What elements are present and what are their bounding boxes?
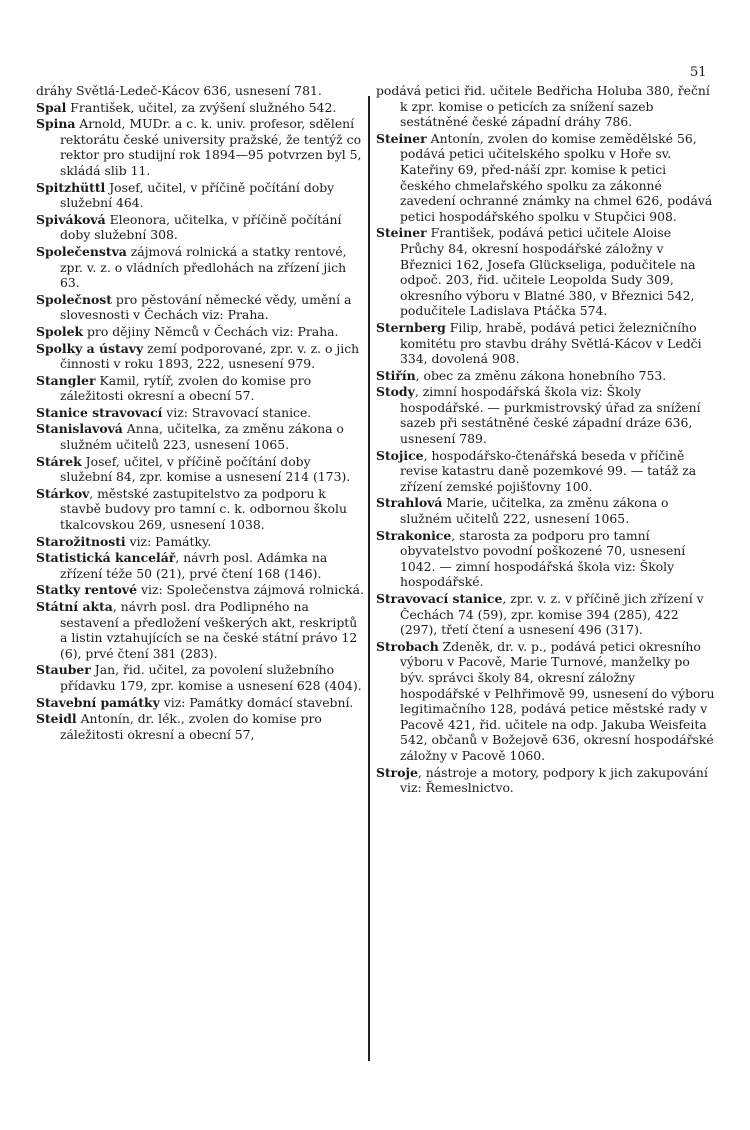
- index-entry: [36, 662, 366, 693]
- entry-heading: Sternberg: [376, 319, 446, 335]
- entry-text: Antonín, zvolen do komise zemědělské 56, podává petici učitelského spolku v Hoře sv. Kateřiny 69, před-náší zpr. komise k petici českého chmelařského spolku za zákonné zavedení ochranné známky na chmel 626, podává petici hospodářského spolku v Stupčici 908.: [400, 130, 713, 224]
- entry-heading: Společnost: [36, 291, 112, 307]
- entry-heading: Stanislavová: [36, 421, 123, 437]
- entry-heading: Státní akta: [36, 599, 113, 614]
- index-entry: [36, 324, 366, 340]
- entry-text: Antonín, dr. lék., zvolen do komise pro záležitosti okresní a obecní 57,: [60, 711, 322, 742]
- index-entry: [36, 711, 366, 742]
- index-entry: [376, 384, 716, 446]
- entry-heading: Spolky a ústavy: [36, 340, 144, 356]
- index-entry: [36, 421, 366, 452]
- index-entry: [36, 116, 366, 178]
- index-entry: [36, 341, 366, 372]
- entry-text: , obec za změnu zákona honebního 753.: [415, 367, 667, 383]
- entry-text: , návrh posl. Adámka na zřízení téže 50 (21), prvé čtení 168 (146).: [60, 550, 328, 581]
- entry-text: zájmová rolnická a statky rentové, zpr. v. z. o vládních předlohách na zřízení jich 63.: [60, 243, 347, 291]
- entry-heading: Statky rentové: [36, 582, 138, 598]
- entry-text: Zdeněk, dr. v. p., podává petici okresního výboru v Pacově, Marie Turnové, manželky po býv. správci školy 84, okresní záložny hospodářské v Pelhřimově 99, usnesení do výboru legitimačního 128, podává petice městské rady v Pacově 421, řid. učitele na odp. Jakuba Weisfeita 542, občanů v Božejově 636, okresní hospodářské záložny v Pacově 1060.: [400, 638, 715, 763]
- index-entry: [36, 180, 366, 211]
- entry-text: , zpr. v. z. v příčině jich zřízení v Čechách 74 (59), zpr. komise 394 (285), 422 (297), třetí čtení a usnesení 496 (317).: [400, 591, 704, 638]
- entry-text: František, učitel, za zvýšení služného 542.: [66, 99, 337, 115]
- entry-text: Josef, učitel, v příčině počítání doby služební 84, zpr. komise a usnesení 214 (173).: [60, 453, 351, 485]
- entry-heading: Stody: [376, 384, 415, 400]
- entry-text: viz: Památky.: [125, 533, 212, 549]
- index-entry: [36, 599, 366, 661]
- index-entry: [376, 765, 716, 796]
- entry-heading: Steidl: [36, 711, 77, 727]
- index-entry: [36, 292, 366, 323]
- left-column: [36, 83, 366, 743]
- index-entry: [376, 368, 716, 384]
- entry-heading: Stiřín: [376, 367, 416, 383]
- entry-heading: Spolek: [36, 323, 84, 339]
- entry-text: Kamil, rytíř, zvolen do komise pro záležitosti okresní a obecní 57.: [60, 372, 312, 404]
- entry-heading: Statistická kancelář: [36, 550, 176, 566]
- entry-text: , městské zastupitelstvo za podporu k stavbě budovy pro tamní c. k. odbornou školu tkalcovskou 269, usnesení 1038.: [60, 485, 347, 533]
- index-entry: [36, 454, 366, 485]
- index-entry: [36, 373, 366, 404]
- index-entry: [376, 528, 716, 590]
- entry-text: Anna, učitelka, za změnu zákona o služném učitelů 223, usnesení 1065.: [60, 421, 344, 453]
- index-entry: [36, 83, 366, 99]
- entry-text: podává petici řid. učitele Bedřicha Holuba 380, řeční k zpr. komise o peticích za snížení sazeb sestátněné české západní dráhy 786.: [376, 83, 710, 130]
- index-entry: [36, 582, 366, 598]
- index-entry: [376, 83, 716, 130]
- entry-heading: Strakonice: [376, 527, 452, 543]
- index-entry: [36, 244, 366, 291]
- entry-text: František, podává petici učitele Aloise Průchy 84, okresní hospodářské záložny v Březnici 162, Josefa Glückseliga, podučitele na odpoč. 203, řid. učitele Leopolda Sudy 309, okresního výboru v Blatné 380, v Březnici 542, podučitele Ladislava Ptáčka 574.: [400, 225, 696, 319]
- entry-heading: Spal: [36, 99, 67, 115]
- entry-heading: Stravovací stanice: [376, 591, 503, 606]
- entry-heading: Strobach: [376, 638, 439, 654]
- index-entry: [376, 131, 716, 225]
- index-entry: [36, 550, 366, 581]
- right-column: [376, 83, 716, 797]
- index-entry: [376, 639, 716, 764]
- entry-heading: Steiner: [376, 130, 427, 146]
- entry-heading: Stárek: [36, 453, 82, 469]
- entry-heading: Stangler: [36, 372, 96, 388]
- entry-text: viz: Stravovací stanice.: [162, 404, 312, 420]
- entry-text: Filip, hrabě, podává petici železničního komitétu pro stavbu dráhy Světlá-Kácov v Ledči 334, dovolená 908.: [400, 319, 702, 367]
- index-entry: [376, 495, 716, 526]
- entry-text: Eleonora, učitelka, v příčině počítání doby služební 308.: [60, 211, 342, 243]
- entry-text: , zimní hospodářská škola viz: Školy hospodářské. — purkmistrovský úřad za snížení sazeb při sestátněné české západní dráze 636, usnesení 789.: [400, 384, 701, 447]
- entry-heading: Strahlová: [376, 495, 443, 511]
- entry-heading: Stauber: [36, 662, 91, 678]
- entry-heading: Starožitnosti: [36, 533, 126, 549]
- entry-text: zemí podporované, zpr. v. z. o jich činnosti v roku 1893, 222, usnesení 979.: [60, 340, 360, 372]
- entry-heading: Steiner: [376, 225, 427, 241]
- index-entry: [36, 534, 366, 550]
- entry-text: , nástroje a motory, podpory k jich zakupování viz: Řemeslnictvo.: [400, 764, 708, 796]
- entry-heading: Stavební památky: [36, 694, 160, 710]
- index-entry: [36, 100, 366, 116]
- entry-text: , návrh posl. dra Podlipného na sestavení a předložení veškerých akt, reskriptů a listin vztahujících se na české státní právo 12 (6), prvé čtení 381 (283).: [60, 599, 358, 661]
- entry-text: Marie, učitelka, za změnu zákona o služném učitelů 222, usnesení 1065.: [400, 495, 669, 527]
- index-entry: [376, 320, 716, 367]
- entry-text: , hospodářsko-čtenářská beseda v příčině revise katastru daně pozemkové 99. — tatáž za zřízení zemské pojišťovny 100.: [400, 447, 697, 494]
- index-entry: [36, 405, 366, 421]
- index-entry: [376, 591, 716, 638]
- column-divider: [368, 96, 370, 1061]
- index-entry: [36, 486, 366, 533]
- entry-heading: Spitzhüttl: [36, 179, 106, 195]
- index-entry: [36, 695, 366, 711]
- entry-heading: Stojice: [376, 447, 424, 463]
- entry-text: pro pěstování německé vědy, umění a slovesnosti v Čechách viz: Praha.: [60, 291, 352, 323]
- entry-text: , starosta za podporu pro tamní obyvatelstvo povodní poškozené 70, usnesení 1042. — zimní hospodářská škola viz: Školy hospodářské.: [400, 527, 686, 590]
- entry-heading: Společenstva: [36, 243, 127, 259]
- entry-text: Jan, řid. učitel, za povolení služebního přídavku 179, zpr. komise a usnesení 628 (404).: [60, 662, 362, 693]
- entry-heading: Stanice stravovací: [36, 404, 163, 420]
- page-number: 51: [690, 65, 707, 80]
- entry-text: Josef, učitel, v příčině počítání doby služební 464.: [60, 179, 335, 211]
- entry-text: viz: Památky domácí stavební.: [159, 694, 354, 710]
- entry-text: dráhy Světlá-Ledeč-Kácov 636, usnesení 781.: [36, 83, 322, 98]
- entry-heading: Stárkov: [36, 485, 90, 501]
- index-entry: [376, 225, 716, 319]
- entry-text: pro dějiny Němců v Čechách viz: Praha.: [83, 323, 339, 339]
- entry-text: viz: Společenstva zájmová rolnická.: [137, 582, 365, 598]
- entry-text: Arnold, MUDr. a c. k. univ. profesor, sdělení rektorátu české university pražské, že tentýž co rektor pro studijní rok 1894—95 potvrzen byl 5, skládá slib 11.: [60, 116, 362, 178]
- entry-heading: Spiváková: [36, 211, 106, 227]
- entry-heading: Stroje: [376, 764, 418, 780]
- entry-heading: Spina: [36, 116, 76, 132]
- index-entry: [376, 448, 716, 495]
- index-entry: [36, 212, 366, 243]
